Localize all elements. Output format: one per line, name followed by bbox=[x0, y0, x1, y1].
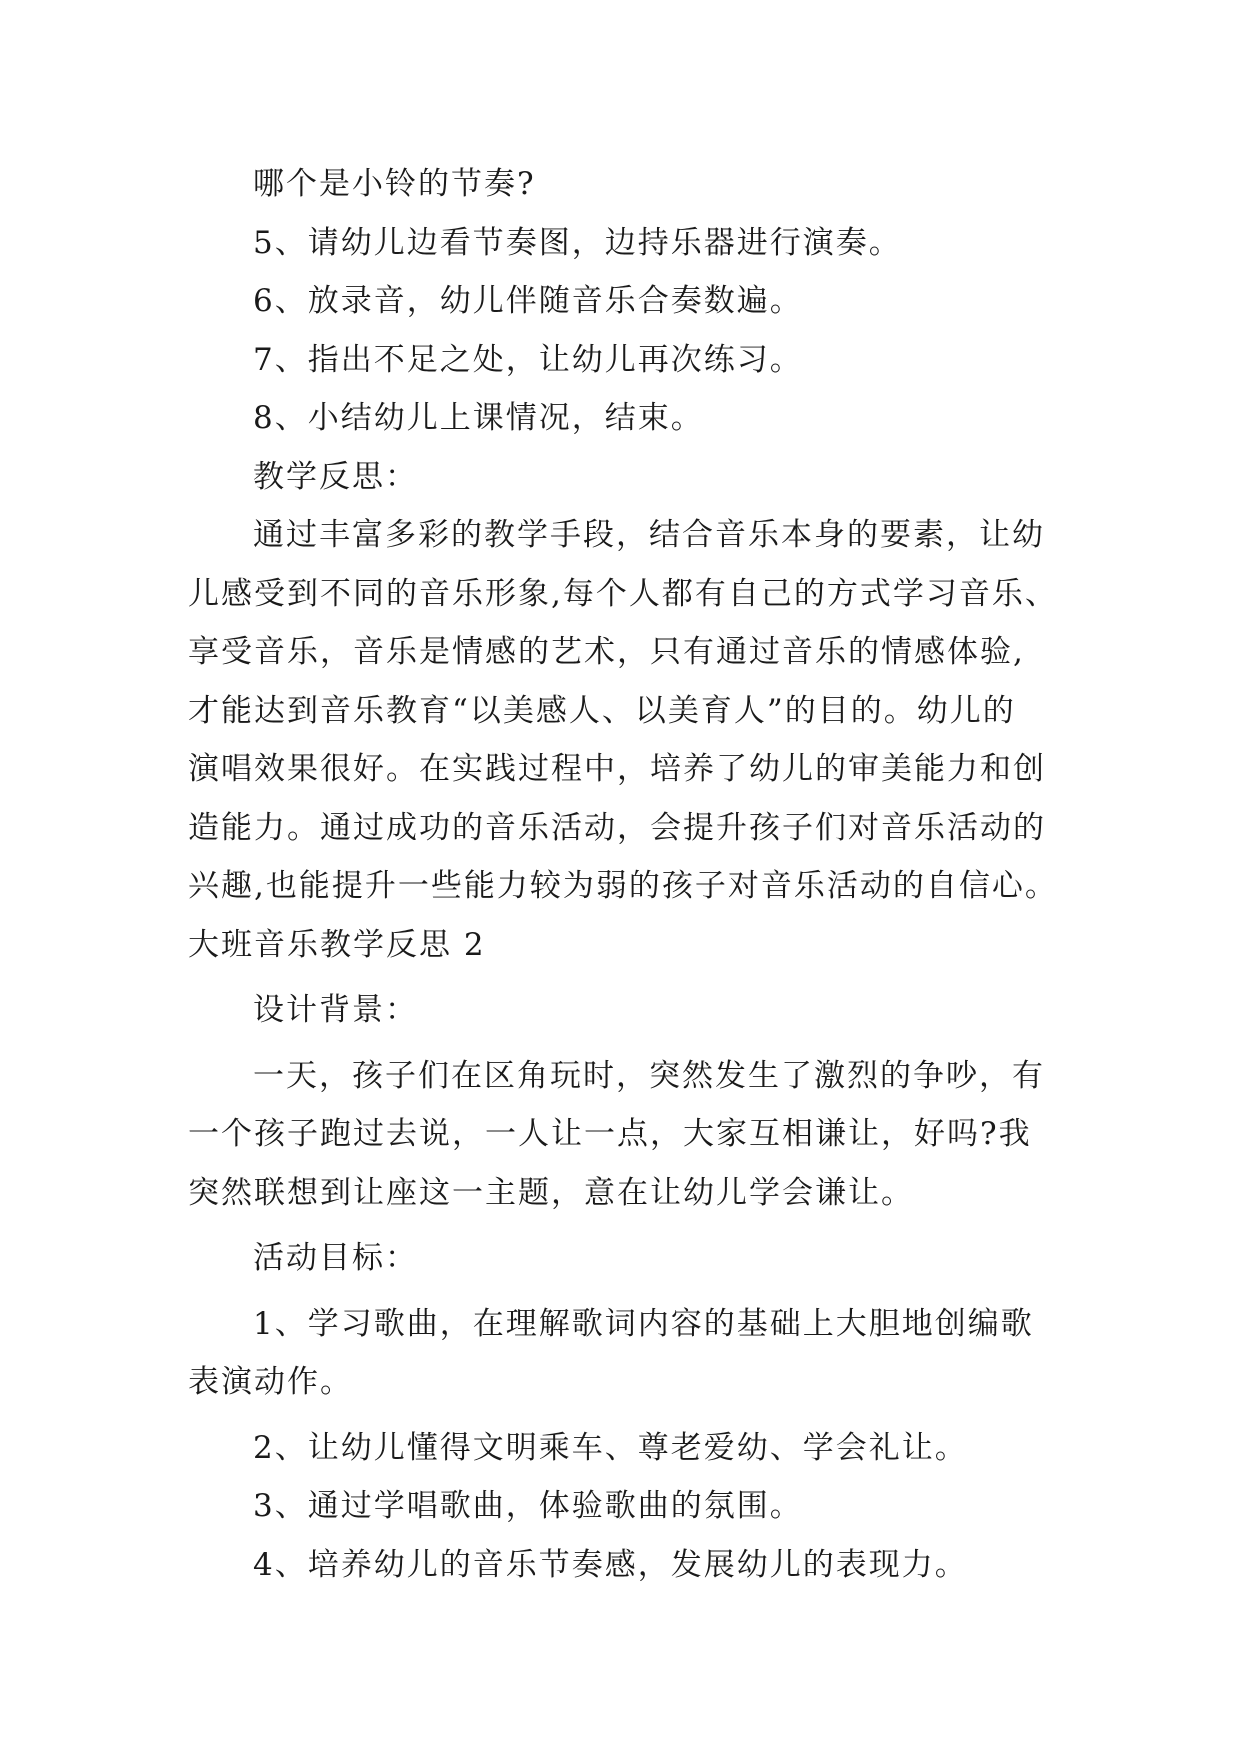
paragraph-line: 才能达到音乐教育“以美感人、以美育人”的目的。幼儿的 bbox=[188, 692, 1016, 729]
text-line: 哪个是小铃的节奏? bbox=[253, 166, 536, 202]
paragraph-line: 享受音乐，音乐是情感的艺术，只有通过音乐的情感体验, bbox=[188, 634, 1025, 670]
background-paragraph bbox=[188, 1047, 1068, 1223]
list-item: 5、请幼儿边看节奏图，边持乐器进行演奏。 bbox=[253, 224, 902, 261]
reflection-paragraph bbox=[188, 506, 1068, 916]
list-item: 2、让幼儿懂得文明乘车、尊老爱幼、学会礼让。 bbox=[253, 1429, 968, 1466]
document-body bbox=[188, 155, 1068, 1594]
paragraph-line: 演唱效果很好。在实践过程中，培养了幼儿的审美能力和创 bbox=[188, 751, 1046, 787]
section-label-goals: 活动目标： bbox=[253, 1240, 418, 1276]
list-item: 8、小结幼儿上课情况，结束。 bbox=[253, 400, 704, 436]
paragraph-line: 兴趣,也能提升一些能力较为弱的孩子对音乐活动的自信心。 bbox=[188, 868, 1058, 904]
paragraph-line: 突然联想到让座这一主题，意在让幼儿学会谦让。 bbox=[188, 1174, 914, 1211]
list-item: 3、通过学唱歌曲，体验歌曲的氛围。 bbox=[253, 1488, 803, 1524]
paragraph-line: 一天，孩子们在区角玩时，突然发生了激烈的争吵，有 bbox=[253, 1057, 1045, 1094]
list-item: 1、学习歌曲，在理解歌词内容的基础上大胆地创编歌 bbox=[253, 1305, 1034, 1342]
paragraph-line: 儿感受到不同的音乐形象,每个人都有自己的方式学习音乐、 bbox=[188, 575, 1058, 612]
list-item: 4、培养幼儿的音乐节奏感，发展幼儿的表现力。 bbox=[253, 1546, 968, 1583]
list-item-continuation: 表演动作。 bbox=[188, 1364, 353, 1400]
section-heading: 大班音乐教学反思 2 bbox=[188, 926, 486, 963]
paragraph-line: 造能力。通过成功的音乐活动，会提升孩子们对音乐活动的 bbox=[188, 809, 1046, 846]
goals-list bbox=[188, 1295, 1068, 1595]
paragraph-line: 一个孩子跑过去说，一人让一点，大家互相谦让，好吗?我 bbox=[188, 1116, 1032, 1152]
paragraph-line: 通过丰富多彩的教学手段，结合音乐本身的要素，让幼 bbox=[253, 517, 1045, 553]
section-label-background: 设计背景： bbox=[253, 992, 418, 1028]
list-item: 6、放录音，幼儿伴随音乐合奏数遍。 bbox=[253, 283, 803, 319]
list-item: 7、指出不足之处，让幼儿再次练习。 bbox=[253, 341, 803, 378]
section-label-reflection: 教学反思： bbox=[253, 458, 418, 495]
